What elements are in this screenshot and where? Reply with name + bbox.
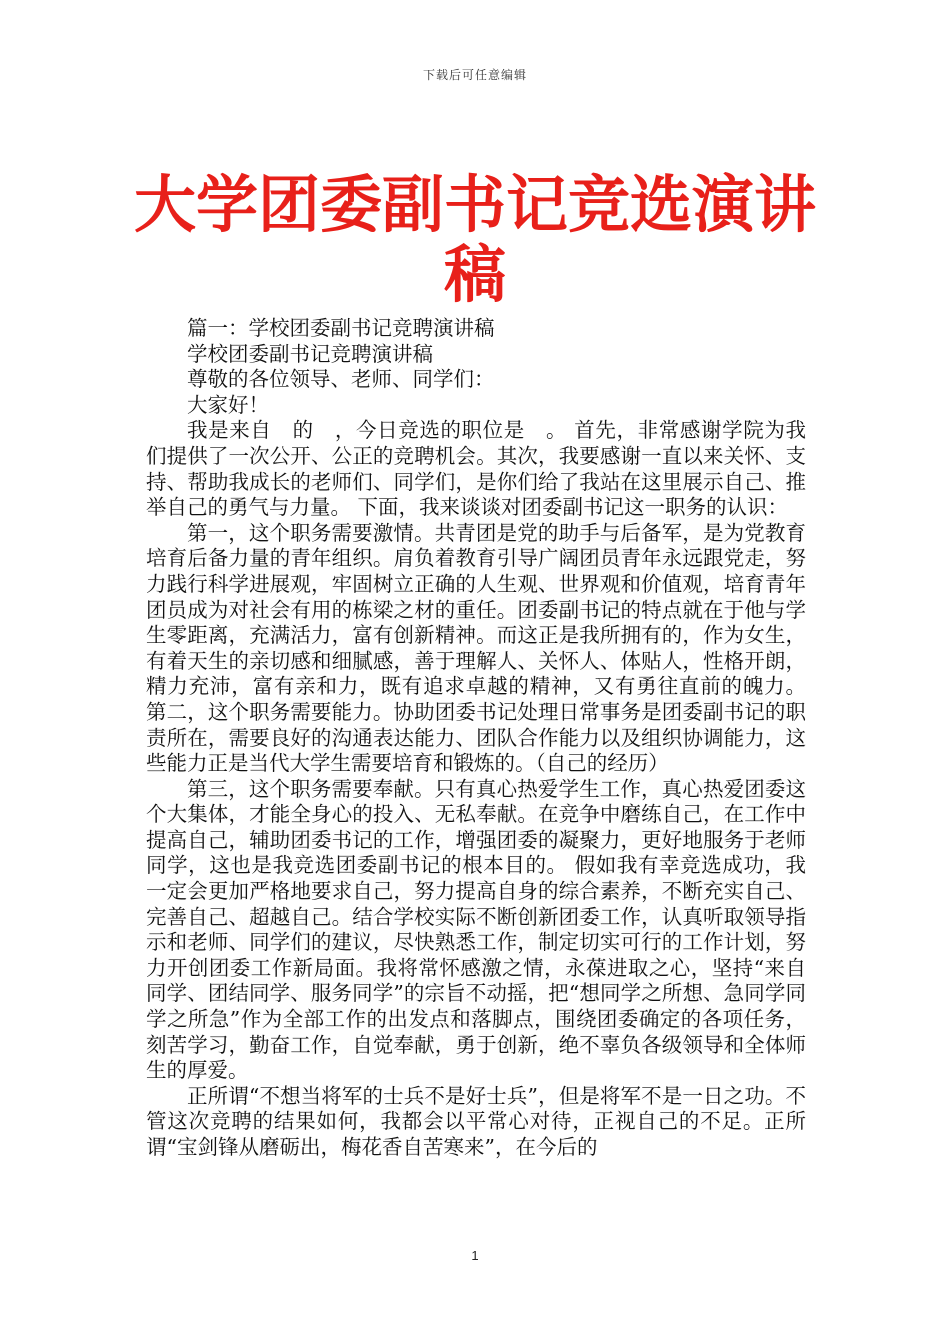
paragraph: 第三，这个职务需要奉献。只有真心热爱学生工作，真心热爱团委这个大集体，才能全身心的投入、无私奉献。在竞争中磨练自己，在工作中提高自己，辅助团委书记的工作，增强团委的凝聚力，更好地服务于老师同学，这也是我竞选团委副书记的根本目的。 假如我有幸竞选成功，我一定会更加严格地要求自己，努力提高自身的综合素养，不断充实自己、完善自己、超越自己。结合学校实际不断创新团委工作，认真听取领导指示和老师、同学们的建议，尽快熟悉工作，制定切实可行的工作计划，努力开创团委工作新局面。我将常怀感激之情，永葆进取之心，坚持“来自同学、团结同学、服务同学”的宗旨不动摇，把“想同学之所想、急同学同学之所急”作为全部工作的出发点和落脚点，围绕团委确定的各项任务，刻苦学习，勤奋工作，自觉奉献，勇于创新，绝不辜负各级领导和全体师生的厚爱。 <box>146 776 806 1083</box>
paragraph: 尊敬的各位领导、老师、同学们： <box>187 367 495 392</box>
header-note: 下载后可任意编辑 <box>422 68 527 82</box>
paragraph: 篇一：学校团委副书记竞聘演讲稿 <box>187 316 495 340</box>
paragraph: 我是来自 的 ，今日竞选的职位是 。 首先，非常感谢学院为我们提供了一次公开、公正的竞聘机会。其次，我要感谢一直以来关怀、支持、帮助我成长的老师们、同学们，是你们给了我站在这里展示自己、推举自己的勇气与力量。 下面，我来谈谈对团委副书记这一职务的认识： <box>146 418 806 520</box>
paragraph: 学校团委副书记竞聘演讲稿 <box>187 341 433 366</box>
document-title: 大学团委副书记竞选演讲稿 <box>133 167 816 311</box>
paragraph: 正所谓“不想当将军的士兵不是好士兵”，但是将军不是一日之功。不管这次竞聘的结果如何，我都会以平常心对待，正视自己的不足。正所谓“宝剑锋从磨砺出，梅花香自苦寒来”，在今后的 <box>146 1083 806 1159</box>
page-number: 1 <box>471 1248 479 1263</box>
paragraph: 第一，这个职务需要激情。共青团是党的助手与后备军，是为党教育培育后备力量的青年组织。肩负着教育引导广阔团员青年永远跟党走，努力践行科学进展观，牢固树立正确的人生观、世界观和价值观，培育青年团员成为对社会有用的栋梁之材的重任。团委副书记的特点就在于他与学生零距离，充满活力，富有创新精神。而这正是我所拥有的，作为女生，有着天生的亲切感和细腻感，善于理解人、关怀人、体贴人，性格开朗，精力充沛，富有亲和力，既有追求卓越的精神，又有勇往直前的魄力。 第二，这个职务需要能力。协助团委书记处理日常事务是团委副书记的职责所在，需要良好的沟通表达能力、团队合作能力以及组织协调能力，这些能力正是当代大学生需要培育和锻炼的。（自己的经历） <box>146 520 806 776</box>
document-body <box>146 316 806 1161</box>
paragraph: 大家好！ <box>187 392 269 417</box>
